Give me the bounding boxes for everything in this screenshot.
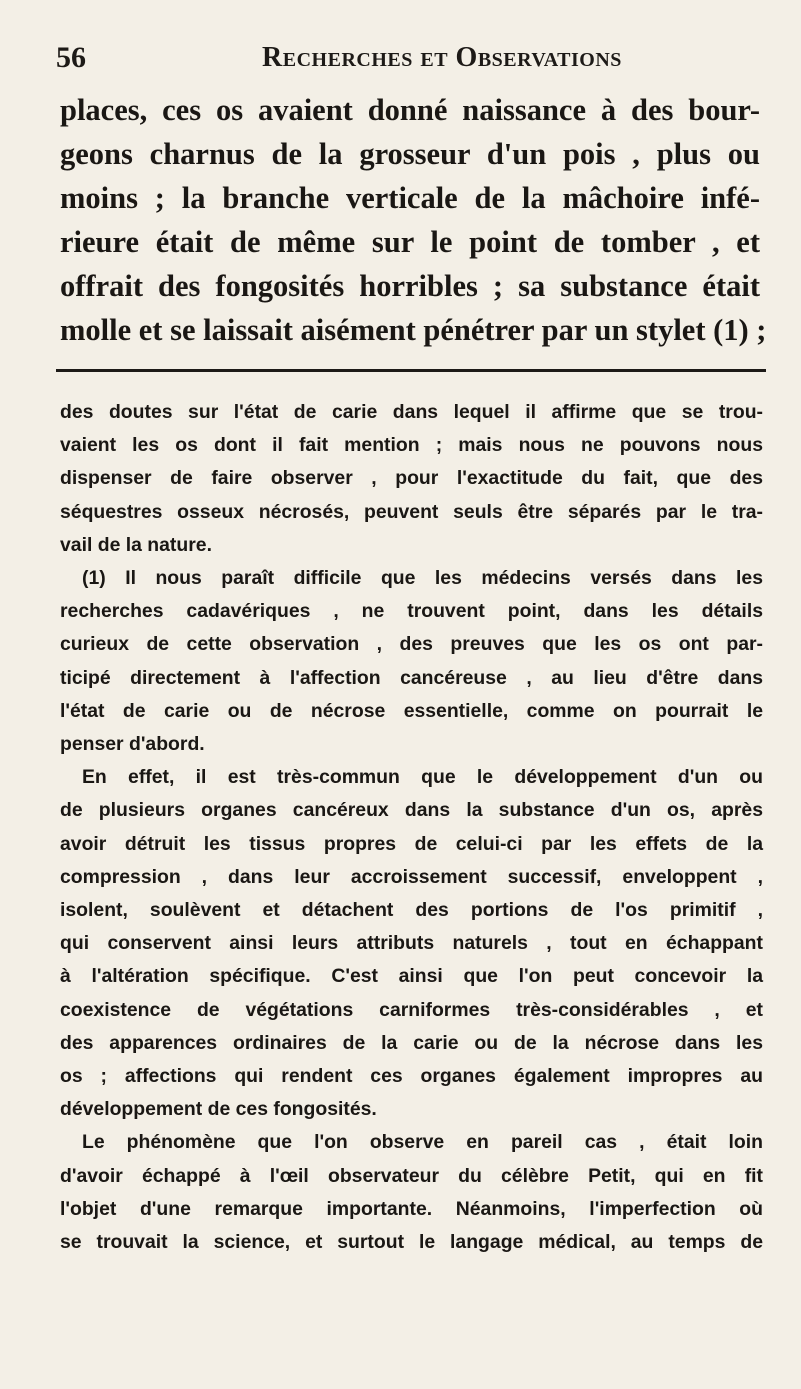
note-line: des apparences ordinaires de la carie ou de la nécrose dans les (60, 1031, 763, 1054)
note-line: des doutes sur l'état de carie dans lequel il affirme que se trou- (60, 401, 763, 423)
note-line: séquestres osseux nécrosés, peuvent seuls être séparés par le tra- (60, 500, 763, 523)
text-line: geons charnus de la grosseur d'un pois , plus ou (60, 137, 760, 171)
note-line: d'avoir échappé à l'œil observateur du célèbre Petit, qui en fit (60, 1164, 763, 1187)
note-line: En effet, il est très-commun que le développement d'un ou (82, 766, 763, 789)
note-line: penser d'abord. (60, 733, 205, 756)
note-line: ticipé directement à l'affection cancéreuse , au lieu d'être dans (60, 666, 763, 689)
note-line: recherches cadavériques , ne trouvent point, dans les détails (60, 600, 763, 623)
text-line: places, ces os avaient donné naissance à des bour- (60, 93, 760, 127)
note-line: (1) Il nous paraît difficile que les médecins versés dans les (82, 567, 763, 590)
running-title: Recherches et Observations (262, 42, 622, 73)
note-line: curieux de cette observation , des preuves que les os ont par- (60, 633, 763, 656)
note-line: Le phénomène que l'on observe en pareil cas , était loin (82, 1131, 763, 1154)
footnotes (60, 396, 763, 1259)
note-line: de plusieurs organes cancéreux dans la substance d'un os, après (60, 799, 763, 822)
note-line: l'objet d'une remarque importante. Néanmoins, l'imperfection où (60, 1197, 763, 1220)
note-line: vail de la nature. (60, 533, 212, 556)
note-line: se trouvait la science, et surtout le langage médical, au temps de (60, 1231, 763, 1254)
note-line: à l'altération spécifique. C'est ainsi que l'on peut concevoir la (60, 965, 763, 988)
text-line: rieure était de même sur le point de tomber , et (60, 225, 760, 259)
main-text (60, 88, 767, 352)
text-line: moins ; la branche verticale de la mâchoire infé- (60, 181, 760, 215)
note-line: développement de ces fongosités. (60, 1098, 377, 1121)
footnote-separator (56, 369, 766, 372)
note-line: coexistence de végétations carniformes très-considérables , et (60, 998, 763, 1021)
text-line: molle et se laissait aisément pénétrer par un stylet (1) ; (60, 313, 767, 347)
note-line: compression , dans leur accroissement successif, enveloppent , (60, 865, 763, 888)
note-line: avoir détruit les tissus propres de celui-ci par les effets de la (60, 832, 763, 855)
note-line: isolent, soulèvent et détachent des portions de l'os primitif , (60, 899, 763, 922)
note-line: qui conservent ainsi leurs attributs naturels , tout en échappant (60, 932, 763, 955)
text-line: offrait des fongosités horribles ; sa substance était (60, 269, 760, 303)
running-head (56, 38, 746, 78)
note-line: l'état de carie ou de nécrose essentielle, comme on pourrait le (60, 699, 763, 722)
note-line: vaient les os dont il fait mention ; mais nous ne pouvons nous (60, 434, 763, 457)
page-number: 56 (56, 41, 86, 74)
note-line: os ; affections qui rendent ces organes également impropres au (60, 1065, 763, 1088)
note-line: dispenser de faire observer , pour l'exactitude du fait, que des (60, 467, 763, 490)
